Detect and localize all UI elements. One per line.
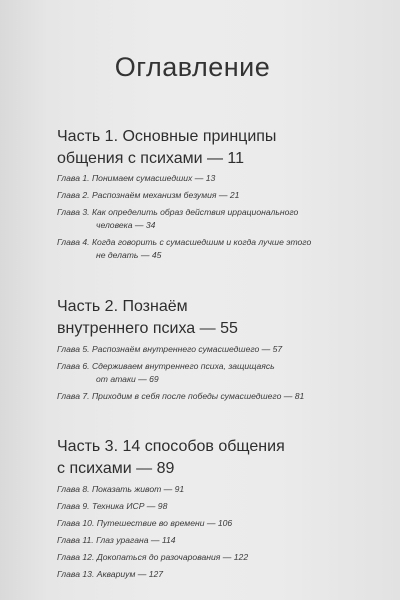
part-heading-line: с психами — 89 <box>57 460 175 477</box>
part-heading-line: внутреннего психа — 55 <box>57 320 238 337</box>
chapter-entry: Глава 12. Докопаться до разочарования — 122 <box>57 552 249 562</box>
part-1-chapter-list <box>57 172 357 266</box>
part-heading-line: Часть 2. Познаём <box>57 298 188 315</box>
chapter-entry: Глава 11. Глаз урагана — 114 <box>57 535 176 545</box>
chapter-entry: Глава 5. Распознаём внутреннего сумасшедшего — 57 <box>57 344 283 354</box>
part-3-heading <box>57 436 357 480</box>
chapter-entry: Глава 10. Путешествие во времени — 106 <box>57 518 233 528</box>
part-1-heading <box>57 126 357 170</box>
part-heading-line: общения с психами — 11 <box>57 150 245 167</box>
chapter-entry: Глава 7. Приходим в себя после победы сумасшедшего — 81 <box>57 391 305 401</box>
chapter-entry: Глава 13. Аквариум — 127 <box>57 569 164 579</box>
chapter-entry-continuation: от атаки — 69 <box>96 374 159 384</box>
page-title: Оглавление <box>114 52 271 82</box>
chapter-entry: Глава 2. Распознаём механизм безумия — 21 <box>57 190 240 200</box>
chapter-entry: Глава 8. Показать живот — 91 <box>57 484 185 494</box>
chapter-entry: Глава 4. Когда говорить с сумасшедшим и когда лучше этого <box>57 237 312 247</box>
part-heading-line: Часть 3. 14 способов общения <box>57 438 285 455</box>
part-3-chapter-list <box>57 483 357 585</box>
chapter-entry-continuation: не делать — 45 <box>96 250 162 260</box>
chapter-entry: Глава 3. Как определить образ действия иррационального <box>57 207 299 217</box>
part-2-chapter-list <box>57 343 357 407</box>
chapter-entry-continuation: человека — 34 <box>96 220 156 230</box>
part-2-heading <box>57 296 357 340</box>
part-heading-line: Часть 1. Основные принципы <box>57 128 277 145</box>
chapter-entry: Глава 1. Понимаем сумасшедших — 13 <box>57 173 216 183</box>
chapter-entry: Глава 6. Сдерживаем внутреннего психа, защищаясь <box>57 361 275 371</box>
chapter-entry: Глава 9. Техника ИСР — 98 <box>57 501 168 511</box>
